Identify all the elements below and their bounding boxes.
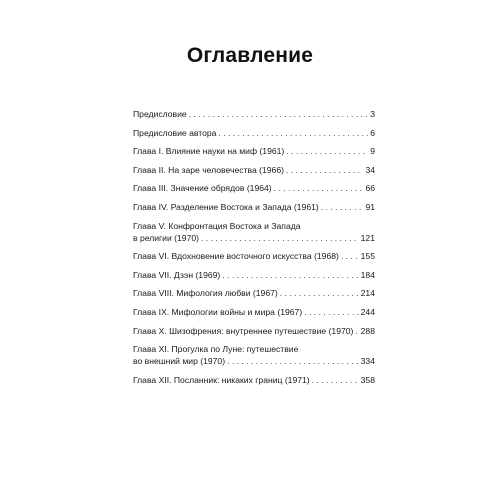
table-of-contents bbox=[133, 108, 375, 392]
toc-entry-title: Глава VIII. Мифология любви (1967) bbox=[133, 288, 278, 299]
toc-entry-preface bbox=[133, 108, 375, 120]
toc-entry-chapter-4 bbox=[133, 201, 375, 213]
toc-entry-title-line2: во внешний мир (1970) bbox=[133, 356, 226, 367]
toc-entry-page: 66 bbox=[365, 183, 375, 194]
toc-entry-chapter-6 bbox=[133, 250, 375, 262]
toc-entry-title: Предисловие bbox=[133, 109, 187, 119]
dot-leader bbox=[274, 182, 364, 194]
toc-entry-chapter-1 bbox=[133, 145, 375, 157]
toc-entry-chapter-3 bbox=[133, 182, 375, 194]
toc-entry-title: Глава IX. Мифологии войны и мира (1967) bbox=[133, 306, 303, 317]
toc-entry-chapter-8 bbox=[133, 287, 375, 299]
toc-entry-page: 244 bbox=[360, 306, 375, 317]
toc-entry-title: Глава IV. Разделение Востока и Запада (1961) bbox=[133, 201, 319, 212]
toc-entry-page: 155 bbox=[360, 251, 375, 262]
toc-entry-chapter-7 bbox=[133, 269, 375, 281]
toc-entry-title-line1: Глава V. Конфронтация Востока и Запада bbox=[133, 220, 301, 231]
toc-entry-page: 91 bbox=[365, 201, 375, 212]
toc-entry-page: 184 bbox=[360, 269, 375, 280]
toc-entry-chapter-12 bbox=[133, 374, 375, 386]
toc-entry-title-line2: в религии (1970) bbox=[133, 232, 200, 243]
toc-entry-page: 334 bbox=[360, 356, 375, 367]
toc-entry-page: 6 bbox=[370, 127, 375, 138]
toc-entry-title: Глава I. Влияние науки на миф (1961) bbox=[133, 146, 285, 157]
dot-leader bbox=[189, 108, 369, 120]
toc-entry-page: 288 bbox=[360, 325, 375, 336]
toc-entry-chapter-2 bbox=[133, 164, 375, 176]
dot-leader bbox=[286, 164, 363, 176]
toc-entry-title: Глава VII. Дзэн (1969) bbox=[133, 269, 221, 280]
toc-entry-title: Глава II. На заре человечества (1966) bbox=[133, 164, 284, 175]
toc-entry-page: 214 bbox=[360, 288, 375, 299]
toc-entry-page: 3 bbox=[370, 109, 375, 119]
toc-entry-page: 9 bbox=[370, 146, 375, 157]
dot-leader bbox=[304, 306, 358, 318]
toc-entry-page: 34 bbox=[365, 164, 375, 175]
toc-entry-title: Глава VI. Вдохновение восточного искусства (1968) bbox=[133, 251, 339, 262]
toc-entry-title: Глава XII. Посланник: никаких границ (1971) bbox=[133, 374, 310, 385]
toc-entry-title-line1: Глава XI. Прогулка по Луне: путешествие bbox=[133, 344, 299, 355]
toc-entry-chapter-9 bbox=[133, 306, 375, 318]
dot-leader bbox=[218, 127, 368, 139]
dot-leader bbox=[222, 269, 358, 281]
dot-leader bbox=[321, 201, 364, 213]
dot-leader bbox=[312, 374, 359, 386]
toc-entry-chapter-5 bbox=[133, 220, 375, 244]
toc-entry-title: Глава III. Значение обрядов (1964) bbox=[133, 183, 272, 194]
dot-leader bbox=[201, 232, 359, 244]
dot-leader bbox=[280, 287, 359, 299]
dot-leader bbox=[355, 325, 358, 337]
dot-leader bbox=[341, 250, 359, 262]
dot-leader bbox=[286, 145, 368, 157]
toc-entry-chapter-11 bbox=[133, 343, 375, 367]
toc-entry-title: Глава X. Шизофрения: внутреннее путешествие (1970) bbox=[133, 325, 354, 336]
toc-entry-author-preface bbox=[133, 127, 375, 139]
toc-entry-title: Предисловие автора bbox=[133, 127, 217, 138]
page-title: Оглавление bbox=[186, 44, 314, 67]
toc-entry-page: 358 bbox=[360, 374, 375, 385]
toc-entry-chapter-10 bbox=[133, 325, 375, 337]
dot-leader bbox=[227, 355, 359, 367]
toc-entry-page: 121 bbox=[360, 232, 375, 243]
